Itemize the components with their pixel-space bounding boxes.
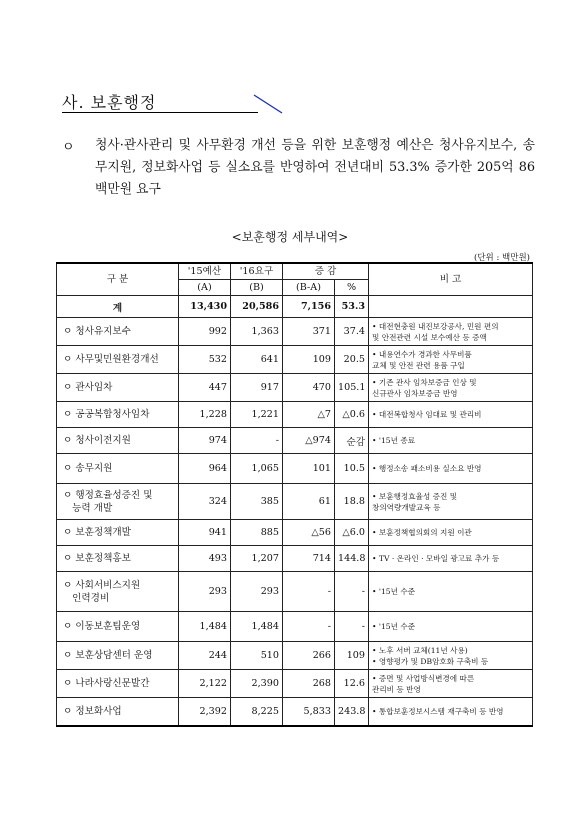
row-value-b: 1,207 [231, 546, 283, 572]
total-pct: 53.3 [335, 296, 369, 318]
table-row [57, 642, 533, 670]
table-row [57, 698, 533, 726]
table-row [57, 346, 533, 374]
table-row [57, 520, 533, 546]
header-y15: '15예산 [179, 263, 231, 280]
row-remark [369, 520, 533, 546]
row-remark-line: 교체 및 안전 관련 용품 구입 [372, 360, 465, 370]
table-row [57, 428, 533, 454]
row-item-name-line: ㅇ 사무및민원환경개선 [63, 354, 159, 365]
row-item-name [57, 484, 179, 520]
header-change: 증 감 [283, 263, 369, 280]
row-value-b: 1,484 [231, 612, 283, 642]
row-value-a: 1,228 [179, 402, 231, 428]
row-value-diff: 714 [283, 546, 335, 572]
row-item-name-line: ㅇ 나라사랑신문발간 [63, 678, 150, 689]
row-value-b: 917 [231, 374, 283, 402]
row-value-a: 992 [179, 318, 231, 346]
row-item-name-line: ㅇ 보훈정책홍보 [63, 553, 131, 564]
row-item-name [57, 428, 179, 454]
table-title: <보훈행정 세부내역> [231, 230, 349, 244]
row-value-a: 974 [179, 428, 231, 454]
row-item-name [57, 346, 179, 374]
table-row [57, 670, 533, 698]
row-value-diff: 268 [283, 670, 335, 698]
row-value-a: 941 [179, 520, 231, 546]
row-remark-line: • 대전현충원 내진보강공사, 민원 편의 [372, 321, 499, 331]
row-item-name [57, 454, 179, 484]
row-item-name-line: 인력경비 [63, 592, 110, 604]
row-value-b: 8,225 [231, 698, 283, 726]
row-value-a: 324 [179, 484, 231, 520]
table-row [57, 546, 533, 572]
row-remark [369, 698, 533, 726]
row-remark [369, 612, 533, 642]
row-item-name [57, 642, 179, 670]
header-category: 구 분 [57, 263, 179, 296]
row-value-diff: △974 [283, 428, 335, 454]
row-value-diff: 371 [283, 318, 335, 346]
heading-underline [62, 112, 258, 113]
row-remark [369, 572, 533, 612]
row-remark [369, 642, 533, 670]
row-value-a: 532 [179, 346, 231, 374]
total-diff: 7,156 [283, 296, 335, 318]
row-value-a: 2,392 [179, 698, 231, 726]
table-row [57, 374, 533, 402]
row-item-name [57, 572, 179, 612]
row-value-diff: 266 [283, 642, 335, 670]
table-row [57, 454, 533, 484]
row-value-b: 2,390 [231, 670, 283, 698]
row-remark [369, 428, 533, 454]
header-pct: % [335, 280, 369, 296]
row-item-name-line: ㅇ 정보화사업 [63, 705, 122, 717]
heading-slash-decoration [252, 93, 284, 115]
row-value-pct: 20.5 [335, 346, 369, 374]
row-item-name [57, 546, 179, 572]
row-remark-line: • 보훈행정효율성 증진 및 [372, 491, 458, 501]
row-remark-line: • '15년 수준 [372, 622, 416, 631]
row-item-name [57, 612, 179, 642]
row-remark [369, 318, 533, 346]
row-value-b: 1,221 [231, 402, 283, 428]
row-value-a: 447 [179, 374, 231, 402]
row-value-pct: - [335, 612, 369, 642]
row-item-name-line: ㅇ 이동보훈팀운영 [63, 621, 141, 632]
row-value-diff: 5,833 [283, 698, 335, 726]
header-y16: '16요구 [231, 263, 283, 280]
row-remark [369, 484, 533, 520]
unit-label: (단위 : 백만원) [474, 253, 530, 263]
row-remark [369, 670, 533, 698]
row-item-name-line: ㅇ 사회서비스지원 [63, 579, 141, 591]
header-remark: 비 고 [369, 263, 533, 296]
row-remark [369, 546, 533, 572]
row-value-pct: 10.5 [335, 454, 369, 484]
row-value-diff: 101 [283, 454, 335, 484]
budget-detail-table [56, 262, 533, 727]
row-value-pct: △6.0 [335, 520, 369, 546]
row-remark-line: • 증면 및 사업방식변경에 따른 [372, 673, 475, 683]
row-value-diff: 109 [283, 346, 335, 374]
row-value-pct: △0.6 [335, 402, 369, 428]
row-remark [369, 346, 533, 374]
row-value-a: 964 [179, 454, 231, 484]
row-value-a: 1,484 [179, 612, 231, 642]
header-y15-sub: (A) [179, 280, 231, 296]
row-value-b: 1,065 [231, 454, 283, 484]
summary-text: 청사·관사관리 및 사무환경 개선 등을 위한 보훈행정 예산은 청사유지보수, 송무지원, 정보화사업 등 실소요를 반영하여 전년대비 53.3% 증가한 205억 86백만원 요구 [95, 138, 535, 197]
total-a: 13,430 [179, 296, 231, 318]
summary-bullet: ㅇ [62, 140, 75, 155]
row-remark-line: 및 안전관련 시설 보수예산 등 증액 [372, 332, 487, 342]
row-remark-line: • 기존 관사 임차보증금 인상 및 [372, 377, 477, 387]
total-note [369, 296, 533, 318]
row-item-name [57, 520, 179, 546]
row-item-name-line: ㅇ 보훈상담센터 운영 [63, 650, 153, 661]
row-item-name-line: ㅇ 청사이전지원 [63, 435, 131, 446]
total-label: 계 [57, 296, 179, 318]
row-remark-line: • 보훈정책협의회의 지원 이관 [372, 528, 472, 537]
table-row [57, 402, 533, 428]
total-row [57, 296, 533, 318]
total-b: 20,586 [231, 296, 283, 318]
row-value-b: - [231, 428, 283, 454]
row-item-name-line: ㅇ 청사유지보수 [63, 326, 131, 337]
row-value-b: 885 [231, 520, 283, 546]
row-remark [369, 454, 533, 484]
row-value-a: 244 [179, 642, 231, 670]
row-remark [369, 374, 533, 402]
row-remark-line: 관리비 등 반영 [372, 684, 421, 694]
row-item-name [57, 374, 179, 402]
row-remark-line: • 내용연수가 경과한 사무비품 [372, 349, 472, 359]
row-value-diff: △7 [283, 402, 335, 428]
row-value-a: 293 [179, 572, 231, 612]
table-row [57, 318, 533, 346]
row-value-pct: 144.8 [335, 546, 369, 572]
row-remark-line: • 대전복합청사 임대료 및 관리비 [372, 410, 482, 419]
row-value-a: 493 [179, 546, 231, 572]
row-remark-line: • 통합보훈정보시스템 재구축비 등 반영 [372, 706, 504, 716]
row-value-pct: 순감 [335, 428, 369, 454]
row-item-name [57, 402, 179, 428]
row-value-pct: 12.6 [335, 670, 369, 698]
row-value-b: 510 [231, 642, 283, 670]
row-item-name-line: ㅇ 보훈정책개발 [63, 527, 131, 538]
row-remark-line: • 행정소송 패소비용 실소요 반영 [372, 464, 482, 473]
row-remark [369, 402, 533, 428]
row-remark-line: • '15년 수준 [372, 587, 416, 596]
row-item-name-line: ㅇ 공공복합청사임차 [63, 409, 150, 420]
section-heading: 사. 보훈행정 [62, 93, 157, 112]
row-remark-line: • TV · 온라인 · 모바일 광고료 추가 등 [372, 554, 500, 563]
row-value-diff: △56 [283, 520, 335, 546]
row-value-pct: 105.1 [335, 374, 369, 402]
row-value-diff: 470 [283, 374, 335, 402]
row-value-a: 2,122 [179, 670, 231, 698]
row-item-name [57, 318, 179, 346]
row-value-b: 293 [231, 572, 283, 612]
row-item-name-line: ㅇ 행정효율성증진 및 [63, 489, 153, 501]
row-item-name-line: ㅇ 송무지원 [63, 463, 113, 474]
row-item-name-line: 능력 개발 [63, 502, 113, 514]
row-value-pct: 18.8 [335, 484, 369, 520]
table-row [57, 484, 533, 520]
row-value-diff: - [283, 612, 335, 642]
row-value-pct: 109 [335, 642, 369, 670]
row-value-diff: - [283, 572, 335, 612]
row-remark-line: • '15년 종료 [372, 436, 416, 445]
row-remark-line: • 영향평가 및 DB암호화 구축비 등 [372, 656, 489, 666]
row-item-name [57, 670, 179, 698]
row-value-pct: 243.8 [335, 698, 369, 726]
row-value-b: 385 [231, 484, 283, 520]
row-item-name [57, 698, 179, 726]
table-row [57, 612, 533, 642]
row-remark-line: • 노후 서버 교체(11년 사용) [372, 645, 468, 655]
row-item-name-line: ㅇ 관사임차 [63, 382, 113, 393]
row-value-b: 641 [231, 346, 283, 374]
header-change-sub: (B-A) [283, 280, 335, 296]
header-y16-sub: (B) [231, 280, 283, 296]
row-value-pct: - [335, 572, 369, 612]
row-value-pct: 37.4 [335, 318, 369, 346]
row-value-b: 1,363 [231, 318, 283, 346]
row-remark-line: 창의역량개발교육 등 [372, 502, 441, 512]
table-row [57, 572, 533, 612]
row-remark-line: 신규관사 임차보증금 반영 [372, 388, 458, 398]
row-value-diff: 61 [283, 484, 335, 520]
